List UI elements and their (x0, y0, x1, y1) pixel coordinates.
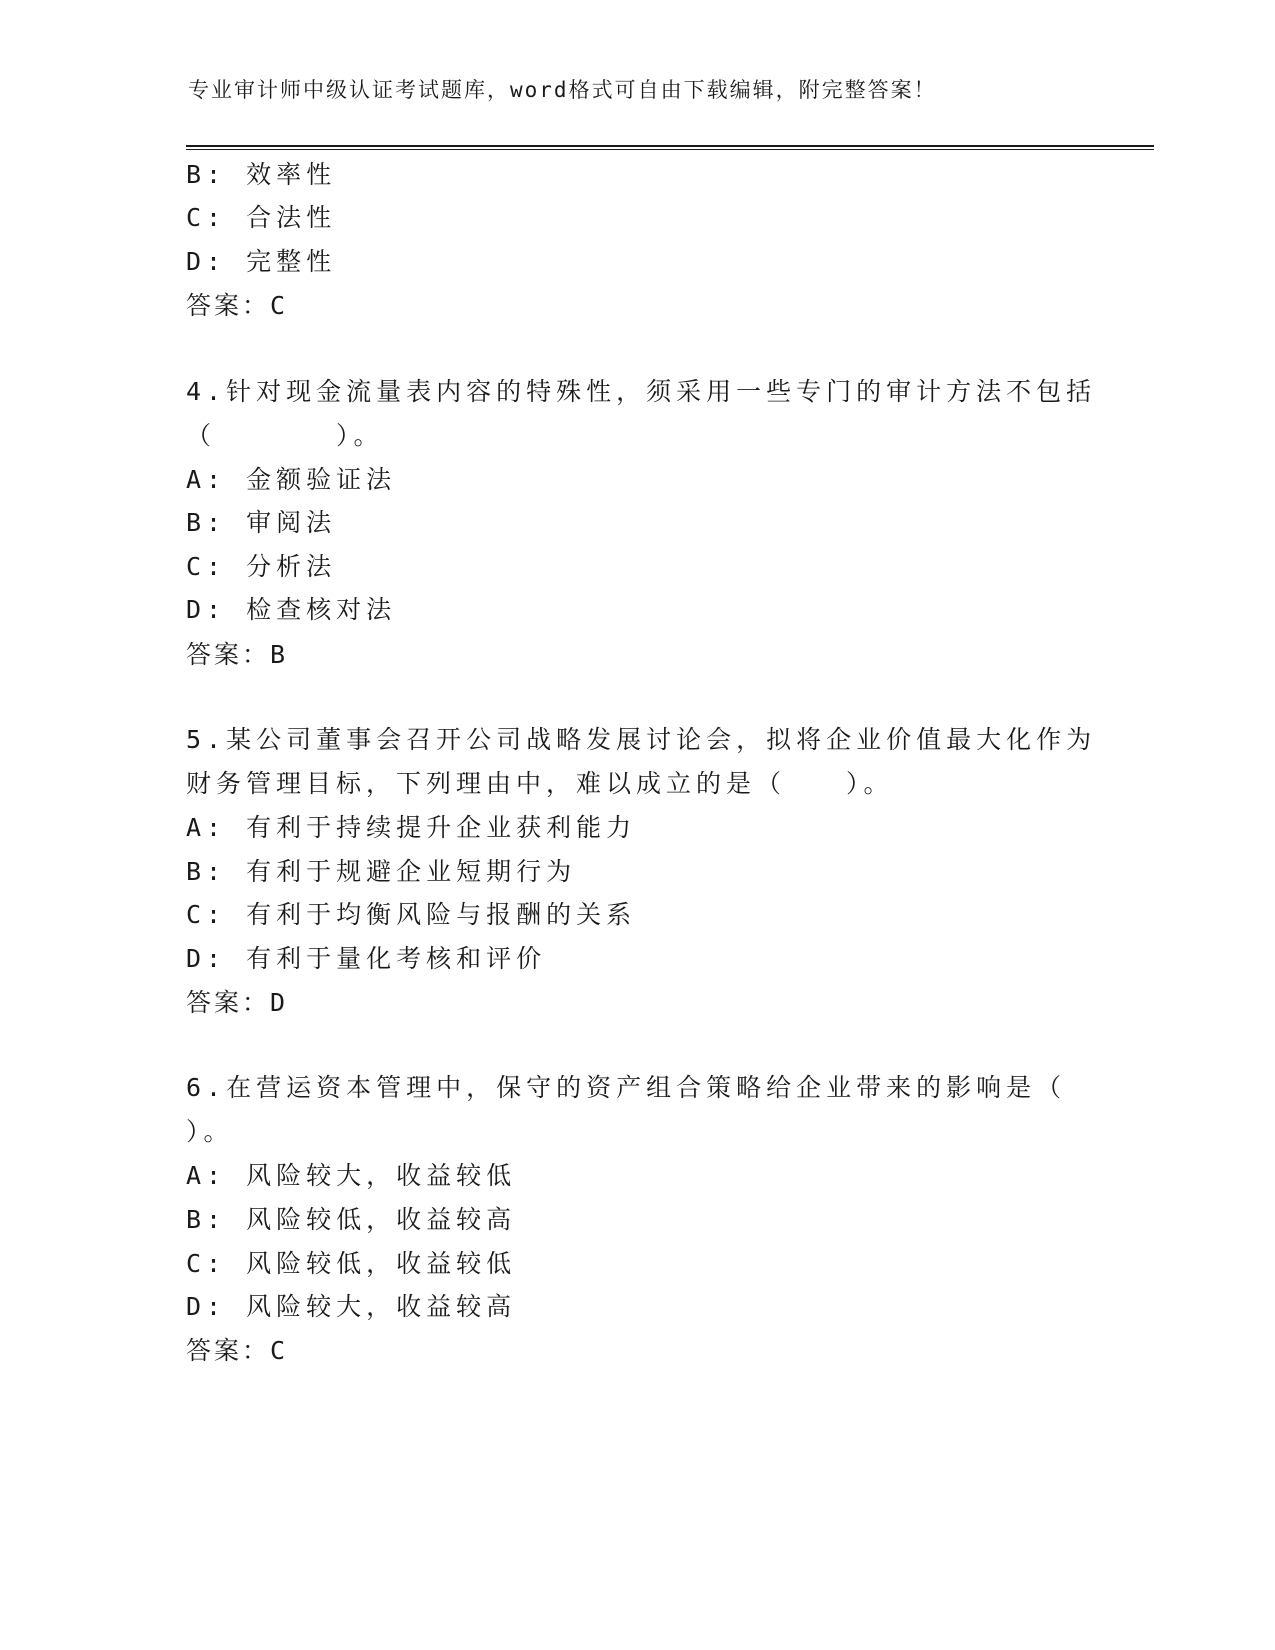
option-a: A: 金额验证法 (186, 465, 397, 494)
answer-line: 答案：C (186, 1336, 289, 1365)
option-d: D: 完整性 (186, 247, 337, 276)
option-d: D: 风险较大，收益较高 (186, 1292, 517, 1321)
question-stem: 5.某公司董事会召开公司战略发展讨论会，拟将企业价值最大化作为 (186, 725, 1097, 754)
option-c: C: 合法性 (186, 203, 337, 232)
question-stem: 4.针对现金流量表内容的特殊性，须采用一些专门的审计方法不包括 (186, 377, 1097, 406)
question-stem-continued: （ ）。 (186, 421, 384, 450)
question-stem-continued: ）。 (186, 1117, 234, 1146)
option-c: C: 风险较低，收益较低 (186, 1249, 517, 1278)
option-c: C: 有利于均衡风险与报酬的关系 (186, 900, 637, 929)
header-divider (186, 145, 1154, 150)
option-d: D: 检查核对法 (186, 595, 397, 624)
answer-line: 答案：B (186, 640, 289, 669)
option-b: B: 有利于规避企业短期行为 (186, 857, 577, 886)
option-b: B: 效率性 (186, 160, 337, 189)
answer-line: 答案：D (186, 988, 289, 1017)
question-stem-continued: 财务管理目标，下列理由中，难以成立的是（ ）。 (186, 769, 894, 798)
answer-line: 答案：C (186, 291, 289, 320)
option-d: D: 有利于量化考核和评价 (186, 944, 547, 973)
option-c: C: 分析法 (186, 552, 337, 581)
option-a: A: 风险较大，收益较低 (186, 1161, 517, 1190)
question-stem: 6.在营运资本管理中，保守的资产组合策略给企业带来的影响是（ (186, 1073, 1067, 1102)
option-a: A: 有利于持续提升企业获利能力 (186, 813, 637, 842)
option-b: B: 审阅法 (186, 508, 337, 537)
option-b: B: 风险较低，收益较高 (186, 1205, 517, 1234)
page-header: 专业审计师中级认证考试题库，word格式可自由下载编辑，附完整答案！ (188, 78, 937, 102)
